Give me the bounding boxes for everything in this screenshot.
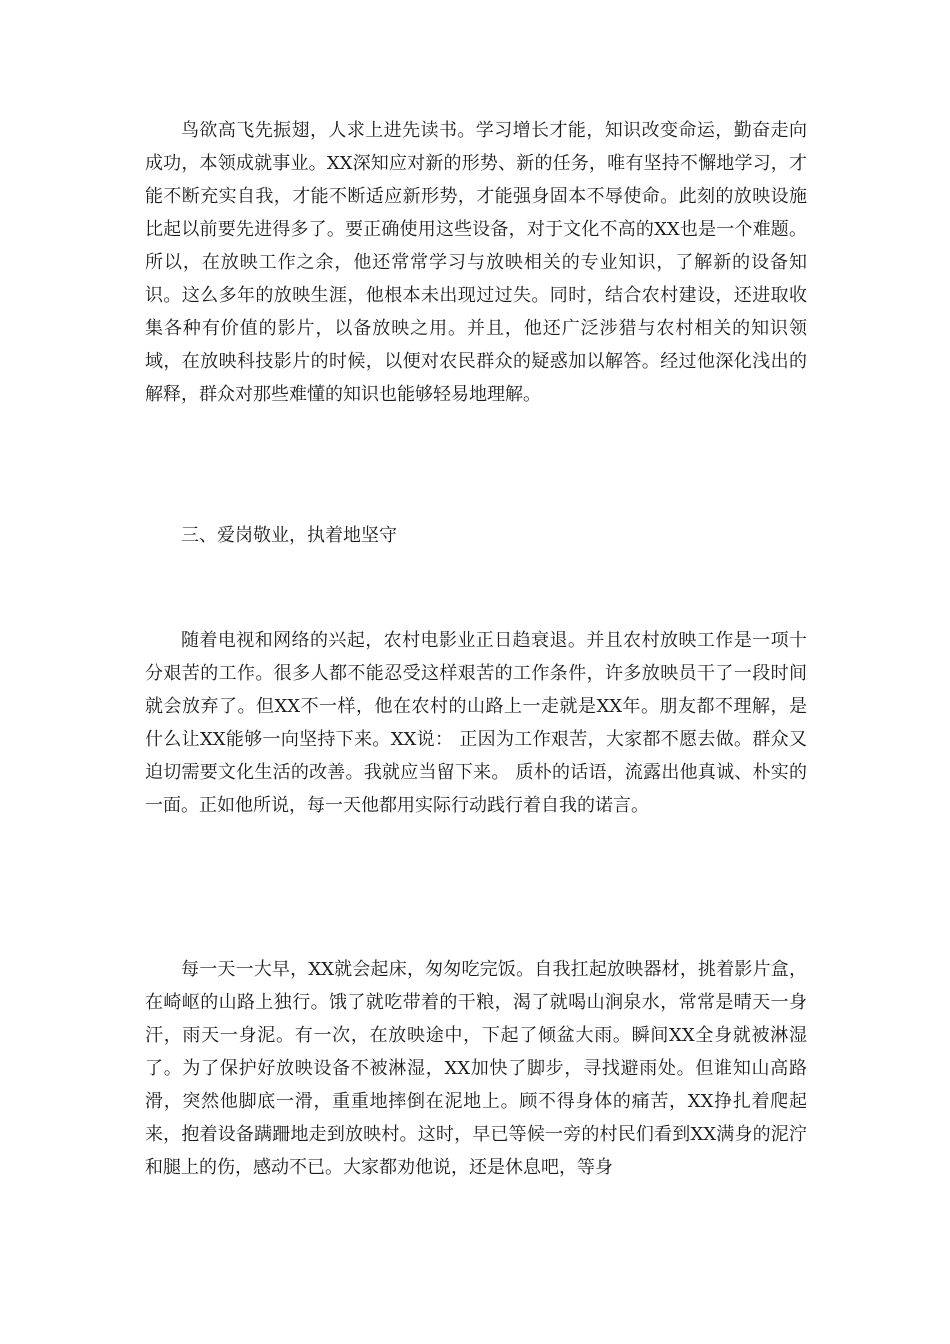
paragraph-daily-work: 每一天一大早，XX就会起床，匆匆吃完饭。自我扛起放映器材，挑着影片盒，在崎岖的山路上独行。饿了就吃带着的干粮，渴了就喝山涧泉水，常常是晴天一身汗，雨天一身泥。有一次，在放映途中，下起了倾盆大雨。瞬间XX全身就被淋湿了。为了保护好放映设备不被淋湿，XX加快了脚步，寻找避雨处。但谁知山高路滑，突然他脚底一滑，重重地摔倒在泥地上。顾不得身体的痛苦，XX挣扎着爬起来，抱着设备蹒跚地走到放映村。这时，早已等候一旁的村民们看到XX满身的泥泞和腿上的伤，感动不已。大家都劝他说，还是休息吧，等身 bbox=[145, 959, 807, 1178]
section-heading: 三、爱岗敬业，执着地坚守 bbox=[181, 525, 397, 546]
paragraph-persistence: 随着电视和网络的兴起，农村电影业正日趋衰退。并且农村放映工作是一项十分艰苦的工作。很多人都不能忍受这样艰苦的工作条件，许多放映员干了一段时间就会放弃了。但XX不一样，他在农村的山路上一走就是XX年。朋友都不理解，是什么让XX能够一向坚持下来。XX说： 正因为工作艰苦，大家都不愿去做。群众又迫切需要文化生活的改善。我就应当留下来。 质朴的话语，流露出他真诚、朴实的一面。正如他所说，每一天他都用实际行动践行着自我的诺言。 bbox=[145, 630, 807, 816]
paragraph-study: 鸟欲高飞先振翅，人求上进先读书。学习增长才能，知识改变命运，勤奋走向成功，本领成就事业。XX深知应对新的形势、新的任务，唯有坚持不懈地学习，才能不断充实自我，才能不断适应新形势，才能强身固本不辱使命。此刻的放映设施比起以前要先进得多了。要正确使用这些设备，对于文化不高的XX也是一个难题。所以，在放映工作之余，他还常常学习与放映相关的专业知识，了解新的设备知识。这么多年的放映生涯，他根本未出现过过失。同时，结合农村建设，还进取收集各种有价值的影片，以备放映之用。并且，他还广泛涉猎与农村相关的知识领域，在放映科技影片的时候，以便对农民群众的疑惑加以解答。经过他深化浅出的解释，群众对那些难懂的知识也能够轻易地理解。 bbox=[145, 120, 807, 405]
